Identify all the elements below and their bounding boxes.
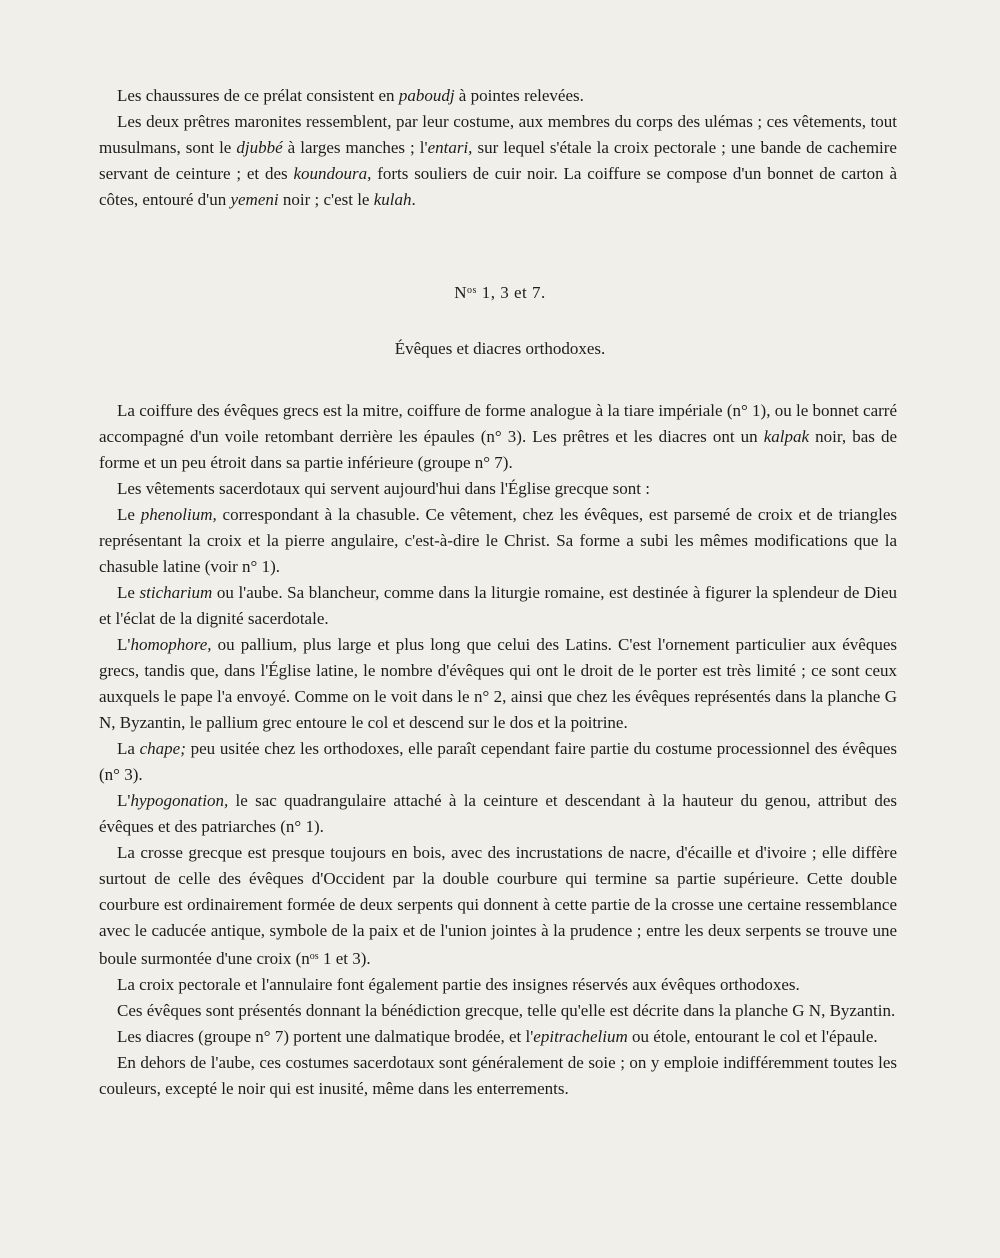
- paragraph: Les deux prêtres maronites ressemblent, par leur costume, aux membres du corps des ulémas ; ces vêtements, tout musulmans, sont le djubbé à larges manches ; l'entari, sur lequel s'étale la croix pectorale ; une bande de cachemire servant de ceinture ; et des koundoura, forts souliers de cuir noir. La coiffure se compose d'un bonnet de carton à côtes, entouré d'un yemeni noir ; c'est le kulah.: [99, 112, 897, 209]
- paragraph: Les diacres (groupe n° 7) portent une dalmatique brodée, et l'epitrachelium ou étole, entourant le col et l'épaule.: [117, 1027, 878, 1046]
- paragraph: La chape; peu usitée chez les orthodoxes, elle paraît cependant faire partie du costume processionnel des évêques (n° 3).: [99, 739, 897, 784]
- paragraph: Le phenolium, correspondant à la chasuble. Ce vêtement, chez les évêques, est parsemé de croix et de triangles représentant la croix et la pierre angulaire, c'est-à-dire le Christ. Sa forme a subi les mêmes modifications que la chasuble latine (voir n° 1).: [99, 505, 897, 576]
- paragraph: La croix pectorale et l'annulaire font également partie des insignes réservés aux évêques orthodoxes.: [117, 975, 800, 994]
- paragraph: Les vêtements sacerdotaux qui servent aujourd'hui dans l'Église grecque sont :: [117, 479, 650, 498]
- paragraph: En dehors de l'aube, ces costumes sacerdotaux sont généralement de soie ; on y emploie indifféremment toutes les couleurs, excepté le noir qui est inusité, même dans les enterrements.: [99, 1053, 897, 1098]
- paragraph: La crosse grecque est presque toujours en bois, avec des incrustations de nacre, d'écaille et d'ivoire ; elle diffère surtout de celle des évêques d'Occident par la double courbure qui termine sa partie supérieure. Cette double courbure est ordinairement formée de deux serpents qui donnent à cette partie de la crosse une certaine ressemblance avec le caducée antique, symbole de la paix et de l'union jointes à la prudence ; entre les deux serpents se trouve une boule surmontée d'une croix ($n^{os}$ 1 et 3).: [99, 843, 897, 968]
- paragraph: La coiffure des évêques grecs est la mitre, coiffure de forme analogue à la tiare impériale (n° 1), ou le bonnet carré accompagné d'un voile retombant derrière les épaules (n° 3). Les prêtres et les diacres ont un kalpak noir, bas de forme et un peu étroit dans sa partie inférieure (groupe n° 7).: [99, 401, 897, 472]
- paragraph: Le sticharium ou l'aube. Sa blancheur, comme dans la liturgie romaine, est destinée à figurer la splendeur de Dieu et l'éclat de la dignité sacerdotale.: [99, 583, 897, 628]
- section-number: $N^{os}$ 1, 3 et 7.: [454, 283, 546, 302]
- paragraph: L'homophore, ou pallium, plus large et plus long que celui des Latins. C'est l'ornement particulier aux évêques grecs, tandis que, dans l'Église latine, le nombre d'évêques qui ont le droit de le porter est très limité ; ce sont ceux auxquels le pape l'a envoyé. Comme on le voit dans le n° 2, ainsi que chez les évêques représentés dans la planche G N, Byzantin, le pallium grec entoure le col et descend sur le dos et la poitrine.: [99, 635, 897, 732]
- paragraph: Les chaussures de ce prélat consistent en paboudj à pointes relevées.: [117, 86, 584, 105]
- paragraph: Ces évêques sont présentés donnant la bénédiction grecque, telle qu'elle est décrite dans la planche G N, Byzantin.: [117, 1001, 896, 1020]
- paragraph: L'hypogonation, le sac quadrangulaire attaché à la ceinture et descendant à la hauteur du genou, attribut des évêques et des patriarches (n° 1).: [99, 791, 897, 836]
- section-title: Évêques et diacres orthodoxes.: [394, 339, 606, 358]
- body-text: [99, 398, 897, 1102]
- intro-text: [99, 83, 897, 213]
